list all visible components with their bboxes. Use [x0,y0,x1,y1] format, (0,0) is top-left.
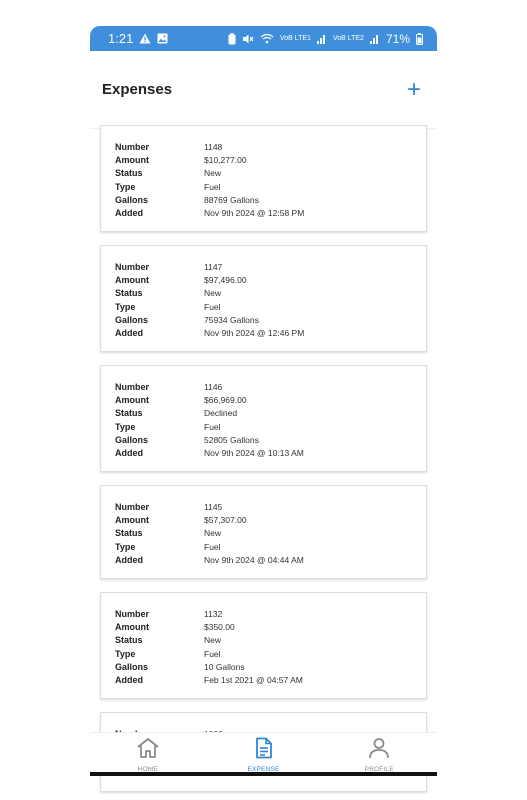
image-icon [157,33,168,44]
expense-list[interactable] [90,125,437,732]
home-icon [136,737,160,764]
expense-added: Nov 9th 2024 @ 12:46 PM [204,328,305,339]
status-time: 1:21 [108,31,134,46]
field-label-number: Number [115,141,150,152]
expense-status: New [204,528,222,539]
expense-status: Declined [204,408,238,419]
gesture-bar [90,772,437,776]
field-label-added: Added [115,675,143,686]
field-label-number: Number [115,608,150,619]
signal-icon [370,33,380,44]
expense-amount: $97,496.00 [204,274,247,285]
network-label-1: VoB LTE1 [279,35,311,42]
field-label-number: Number [115,381,150,392]
nav-expense[interactable] [206,733,322,776]
expense-amount: $350.00 [204,621,235,632]
field-label-number: Number [115,261,150,272]
field-label-status: Status [115,288,143,299]
field-label-type: Type [115,541,136,552]
field-label-status: Status [115,635,143,646]
expense-added: Feb 1st 2021 @ 04:57 AM [204,675,303,686]
mute-icon [242,33,254,45]
field-label-status: Status [115,168,143,179]
page-title: Expenses [102,81,173,98]
expense-number: 1146 [204,381,223,392]
nav-expense-label: EXPENSE [247,765,280,773]
user-icon [368,737,390,764]
expense-gallons: 52805 Gallons [204,434,259,445]
expense-number: 1148 [204,141,223,152]
expense-gallons: 88769 Gallons [204,194,259,205]
phone-screen [90,26,437,776]
expense-type: Fuel [204,301,221,312]
network-label-2: VoB LTE2 [332,35,364,42]
warning-icon [139,33,151,44]
expense-status: New [204,168,222,179]
expense-added: Nov 9th 2024 @ 10:13 AM [204,448,304,459]
field-label-gallons: Gallons [115,661,149,672]
expense-number: 1145 [204,501,223,512]
field-label-type: Type [115,648,136,659]
field-label-status: Status [115,408,143,419]
expense-card[interactable] [100,485,427,579]
field-label-type: Type [115,181,136,192]
field-label-type: Type [115,421,136,432]
field-label-number: Number [115,501,150,512]
field-label-gallons: Gallons [115,314,149,325]
nav-profile[interactable] [321,733,437,776]
battery-saver-icon [228,33,236,45]
field-label-amount: Amount [115,621,149,632]
expense-type: Fuel [204,648,221,659]
expense-type: Fuel [204,181,221,192]
field-label-added: Added [115,328,143,339]
status-bar [90,26,437,51]
expense-amount: $66,969.00 [204,394,247,405]
expense-card[interactable] [100,365,427,472]
battery-icon [416,33,423,45]
nav-profile-label: PROFILE [364,765,394,773]
expense-added: Nov 9th 2024 @ 12:58 PM [204,208,305,219]
document-icon [254,737,274,764]
expense-type: Fuel [204,541,221,552]
expense-card[interactable] [100,125,427,232]
expense-number: 1132 [204,608,223,619]
expense-card[interactable] [100,245,427,352]
expense-added: Nov 9th 2024 @ 04:44 AM [204,554,304,565]
signal-icon [317,33,327,44]
expense-amount: $57,307.00 [204,514,247,525]
field-label-added: Added [115,448,143,459]
expense-status: New [204,288,222,299]
nav-home-label: HOME [137,765,158,773]
expense-number: 1147 [204,261,223,272]
field-label-gallons: Gallons [115,194,149,205]
field-label-added: Added [115,554,143,565]
expense-gallons: 75934 Gallons [204,314,259,325]
expense-gallons: 10 Gallons [204,661,245,672]
field-label-gallons: Gallons [115,434,149,445]
field-label-amount: Amount [115,154,149,165]
expense-type: Fuel [204,421,221,432]
expense-amount: $10,277.00 [204,154,247,165]
bottom-navigation [90,732,437,776]
expense-status: New [204,635,222,646]
field-label-amount: Amount [115,274,149,285]
field-label-status: Status [115,528,143,539]
field-label-amount: Amount [115,514,149,525]
nav-home[interactable] [90,733,206,776]
add-expense-button[interactable]: + [406,75,421,103]
field-label-amount: Amount [115,394,149,405]
app-bar [90,51,437,129]
field-label-type: Type [115,301,136,312]
battery-percent: 71% [385,31,410,46]
field-label-added: Added [115,208,143,219]
expense-card[interactable] [100,592,427,699]
wifi-icon [260,33,274,44]
